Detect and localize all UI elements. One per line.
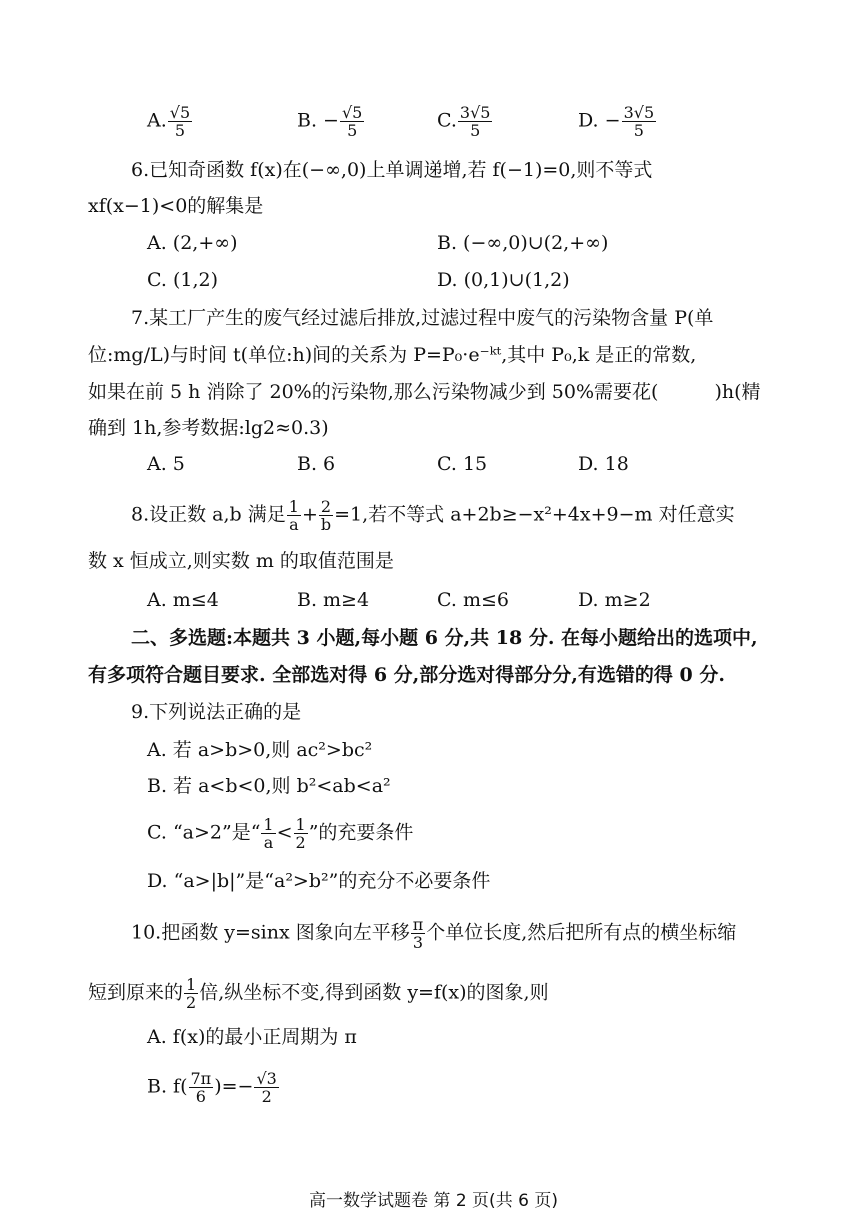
q7-stem-line2: 位:mg/L)与时间 t(单位:h)间的关系为 P=P₀·e⁻ᵏᵗ,其中 P₀,k 是正的常数, [88, 344, 697, 366]
section2-heading-line1: 二、多选题:本题共 3 小题,每小题 6 分,共 18 分. 在每小题给出的选项中, [131, 627, 758, 649]
q9c-post: ”的充要条件 [308, 821, 414, 844]
q8-post: =1,若不等式 a+2b≥−x²+4x+9−m 对任意实 [334, 503, 735, 526]
q7-line3-text: 如果在前 5 h 消除了 20%的污染物,那么污染物减少到 50%需要花( [88, 381, 659, 403]
q8-option-b: B. m≥4 [297, 589, 370, 611]
q9-stem: 9.下列说法正确的是 [131, 701, 302, 723]
q10-line1-pre: 10.把函数 y=sinx 图象向左平移 [131, 921, 410, 944]
q10b-mid: )=− [214, 1075, 254, 1098]
q5-option-c: C. $\frac{3√5}{5}$ [437, 103, 491, 140]
q10-line1-post: 个单位长度,然后把所有点的横坐标缩 [426, 921, 737, 944]
q6-stem-line2: xf(x−1)<0的解集是 [88, 195, 264, 217]
less-than: < [276, 821, 293, 844]
q5-option-a: A. $\frac{√5}{5}$ [147, 103, 191, 140]
q6-stem-line1: 6.已知奇函数 f(x)在(−∞,0)上单调递增,若 f(−1)=0,则不等式 [131, 159, 653, 181]
q8-stem-line2: 数 x 恒成立,则实数 m 的取值范围是 [88, 550, 394, 572]
section2-heading-line2: 有多项符合题目要求. 全部选对得 6 分,部分选对得部分分,有选错的得 0 分. [88, 664, 725, 686]
q6-option-c: C. (1,2) [147, 269, 218, 291]
q6-option-b: B. (−∞,0)∪(2,+∞) [437, 232, 609, 254]
q7-stem-line4: 确到 1h,参考数据:lg2≈0.3) [88, 417, 329, 439]
q7-option-b: B. 6 [297, 453, 336, 475]
q10-option-b: B. f( $\frac{7\pi}{6}$ )=− $\frac{√3}{2}$ [147, 1069, 277, 1106]
q8-pre: 8.设正数 a,b 满足 [131, 503, 286, 526]
q6-option-d: D. (0,1)∪(1,2) [437, 269, 570, 291]
q10-line2-pre: 短到原来的 [88, 981, 184, 1004]
q7-option-a: A. 5 [147, 453, 185, 475]
plus-sign: + [301, 503, 318, 526]
fraction-2-over-b: $\frac{2}{b}$ [320, 497, 332, 534]
q9-option-d: D. “a>|b|”是“a²>b²”的充分不必要条件 [147, 870, 491, 892]
q7-stem-line3 [88, 380, 761, 404]
fraction-1-over-a: $\frac{1}{a}$ [288, 497, 299, 534]
q10-option-a: A. f(x)的最小正周期为 π [147, 1026, 357, 1048]
q9c-pre: C. “a>2”是“ [147, 821, 261, 844]
q9-option-c: C. “a>2”是“ $\frac{1}{a}$ < $\frac{1}{2}$ ”的充要条件 [147, 815, 414, 852]
q10-stem-line1: 10.把函数 y=sinx 图象向左平移 $\frac{\pi}{3}$ 个单位长度,然后把所有点的横坐标缩 [131, 915, 737, 952]
q7-stem-line1: 7.某工厂产生的废气经过滤后排放,过滤过程中废气的污染物含量 P(单 [131, 307, 714, 329]
q7-option-c: C. 15 [437, 453, 488, 475]
q10-stem-line2: 短到原来的 $\frac{1}{2}$ 倍,纵坐标不变,得到函数 y=f(x)的图象,则 [88, 975, 549, 1012]
q8-option-a: A. m≤4 [147, 589, 219, 611]
q8-option-d: D. m≥2 [578, 589, 651, 611]
q6-option-a: A. (2,+∞) [147, 232, 238, 254]
q5-option-b: B. − $\frac{√5}{5}$ [297, 103, 363, 140]
q9-option-b: B. 若 a<b<0,则 b²<ab<a² [147, 775, 391, 797]
q8-option-c: C. m≤6 [437, 589, 509, 611]
page-footer: 高一数学试题卷 第 2 页(共 6 页) [309, 1191, 558, 1211]
q9-option-a: A. 若 a>b>0,则 ac²>bc² [147, 739, 373, 761]
q10b-pre: B. f( [147, 1075, 188, 1098]
q5-option-d: D. − $\frac{3√5}{5}$ [578, 103, 655, 140]
q8-stem-line1 [131, 498, 735, 533]
q7-option-d: D. 18 [578, 453, 629, 475]
q7-line3-unit: )h(精 [714, 381, 761, 403]
q10-line2-post: 倍,纵坐标不变,得到函数 y=f(x)的图象,则 [199, 981, 549, 1004]
